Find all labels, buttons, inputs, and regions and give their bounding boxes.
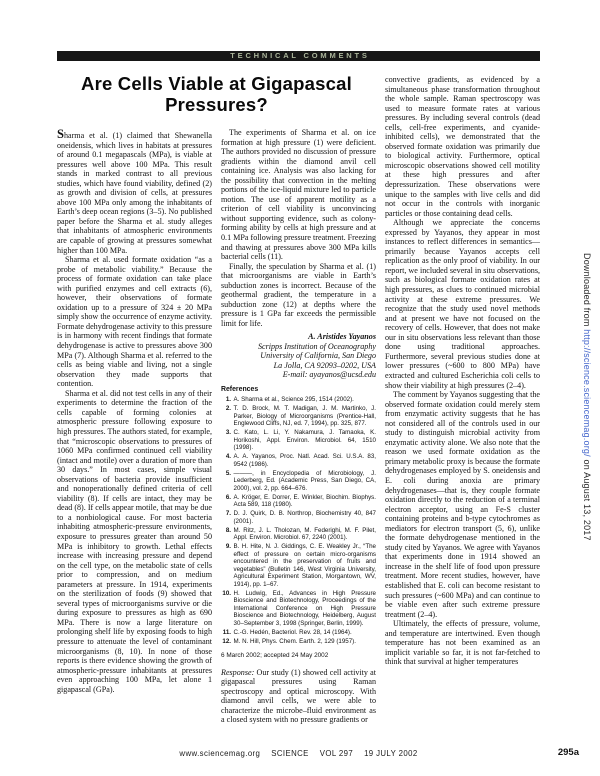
reference-text: A. Kröger, E. Dorrer, E. Winkler, Biochim. Biophys. Acta 589, 118 (1980).: [233, 493, 376, 509]
response-paragraph-5: Ultimately, the effects of pressure, volume, and temperature are intertwined. Even though temperature has not been examined as an implicit variable so far, it is not far-fetched to think that survival at higher temperatures: [385, 619, 540, 667]
comment-paragraph-1: [57, 128, 212, 255]
title-line-2: Pressures?: [165, 94, 268, 115]
reference-item: [221, 405, 376, 428]
reference-number: 9.: [225, 543, 231, 551]
body-columns: [57, 128, 376, 742]
reference-item: [221, 638, 376, 646]
reference-number: 4.: [225, 453, 231, 461]
comment-paragraph-4: The experiments of Sharma et al. on ice formation at high pressure (1) were deficient. The authors provided no discussion of pressure gradients within the diamond anvil cell containing ice. Analysis was also lacking for the possibility that convection in the melting portions of the ice-liquid mixture led to particle motion. The use of apparent motility as a criterion of cell viability is unconvincing without supporting evidence, such as colony-forming ability by cells at high pressure and at 0.1 MPa following pressure treatment. Freezing and thawing at pressures above 300 MPa kills bacterial cells (11).: [221, 128, 376, 262]
reference-text: C.-G. Hedén, Bacteriol. Rev. 28, 14 (1964).: [233, 628, 352, 636]
page-number: 295a: [557, 747, 579, 758]
comment-paragraph-3: Sharma et al. did not test cells in any of their experiments to determine the fraction of the cells capable of forming colonies at atmospheric pressure following exposure to high pressures. The authors stated, for example, that “microscopic observations to pressures of 1060 MPa confirmed continued cell viability (intact and motile) over a duration of more than 30 days.” In most cases, simple visual observations of bacteria provide insufficient and nonoperationally defined criteria of cell viability (8). If cells are intact, they may be dead (8). If cells appear motile, that may be due to a nonbiological cause. For most bacteria inhabiting atmospheric-pressure environments, exposure to pressures greater than around 50 MPa is inhibitory to growth. Lethal effects increase with increasing pressure and depend on the cell type, on the metabolic state of cells prior to compression, and on medium parameters at pressure. In 1914, experiments on the sterilization of foods (9) showed that several types of microorganisms survive or die during exposure to pressures as high as 690 MPa. There is now a large literature on prolonging shelf life by exposing foods to high pressure to attenuate the level of contaminant microorganisms (8, 10). In none of those reports is there evidence showing the growth of atmospheric-pressure inhabitants at pressures even approaching 100 MPa, let alone 1 gigapascal (GPa).: [57, 388, 212, 694]
reference-number: 10.: [222, 589, 231, 597]
reference-text: T. D. Brock, M. T. Madigan, J. M. Martinko, J. Parker, Biology of Microorganisms (Prentice-Hall, Englewood Cliffs, NJ, ed. 7, 1994), pp. 325, 877.: [233, 405, 376, 428]
author-affiliation-1: Scripps Institution of Oceanography: [257, 341, 376, 351]
author-email: E-mail: ayayanos@ucsd.edu: [282, 370, 376, 380]
reference-text: A. A. Yayanos, Proc. Natl. Acad. Sci. U.S.A. 83, 9542 (1986).: [233, 453, 376, 468]
download-watermark: [582, 253, 592, 541]
author-signature: [221, 332, 376, 379]
response-label: Response:: [221, 667, 255, 677]
left-two-columns: [57, 61, 376, 742]
comment-paragraph-2: Sharma et al. used formate oxidation “as a probe of metabolic viability.” Because the process of formate oxidation can take place with purified enzymes and cell extracts (6), however, their observations of formate oxidation up to a pressure of 324 ± 20 MPa simply show the occurrence of enzyme activity. Formate dehydrogenase activity to this pressure is in harmony with recent findings that formate dehydrogenase is active to pressures above 300 MPa (7). Although Sharma et al. referred to the cells as being viable and living, not a single observation they made supports that contention.: [57, 255, 212, 389]
author-name: A. Aristides Yayanos: [308, 332, 376, 342]
reference-text: M. Ritz, J. L. Tholozan, M. Federighi, M. F. Pilet, Appl. Environ. Microbiol. 67, 2240 (2001).: [233, 526, 376, 542]
reference-item: [221, 453, 376, 468]
column-2: [221, 128, 376, 742]
title-line-1: Are Cells Viable at Gigapascal: [81, 73, 352, 94]
reference-number: 8.: [225, 526, 231, 534]
reference-item: [221, 396, 376, 404]
reference-text: A. Sharma et al., Science 295, 1514 (2002).: [233, 396, 354, 404]
technical-comments-band: [57, 51, 540, 61]
article-title: [57, 61, 376, 128]
author-affiliation-2: University of California, San Diego: [260, 351, 376, 361]
watermark-link[interactable]: http://science.sciencemag.org/: [582, 329, 592, 457]
reference-text: C. Kato, L. Li, Y. Nakamura, J. Tamaoka, K. Horikoshi, Appl. Environ. Microbiol. 64, 1510 (1998).: [233, 429, 376, 452]
footer-date: 19 JULY 2002: [364, 749, 418, 758]
reference-text: D. J. Quirk, D. B. Northrop, Biochemistry 40, 847 (2001).: [233, 510, 376, 525]
reference-item: [221, 543, 376, 588]
reference-number: 2.: [225, 405, 231, 413]
footer-volume: VOL 297: [319, 749, 354, 758]
response-paragraph-2: convective gradients, as evidenced by a simultaneous phase transformation throughout the whole sample. Raman spectroscopy was used to measure formate rates at various pressures. By including several controls (dead cells, cell-free experiments, and cyanide-inhibited cells), we demonstrated that the observed formate oxidation was primarily due to biological activity. Furthermore, optical microscopic observations showed cell motility at these high pressures and after depressurization. These observations were unique to the samples with live cells and did not occur in the controls with inorganic particles or those containing dead cells.: [385, 75, 540, 218]
received-accepted-dates: 6 March 2002; accepted 24 May 2002: [221, 652, 329, 660]
author-affiliation-3: La Jolla, CA 92093–0202, USA: [273, 360, 376, 370]
reference-text: ———, in Encyclopedia of Microbiology, J. Lederberg, Ed. (Academic Press, San Diego, CA, 2000), vol. 2, pp. 664–676.: [233, 469, 376, 492]
reference-number: 11.: [222, 628, 231, 636]
comment-paragraph-5: Finally, the speculation by Sharma et al. (1) that microorganisms are viable in Earth’s subduction zones is incorrect. Because of the geothermal gradient, the temperature in a subduction zone (12) at depths where the pressure is 1 GPa far exceeds the permissible limit for life.: [221, 261, 376, 328]
reference-item: [221, 510, 376, 525]
reference-text: M. N. Hill, Phys. Chem. Earth. 2, 129 (1957).: [233, 637, 356, 645]
footer-journal: SCIENCE: [271, 749, 309, 758]
page-content: [57, 61, 540, 742]
reference-number: 7.: [225, 510, 231, 518]
footer-site: www.sciencemag.org: [179, 749, 261, 758]
reference-item: [221, 470, 376, 493]
page-footer: [57, 749, 540, 758]
section-label: TECHNICAL COMMENTS: [230, 51, 370, 61]
column-3: [385, 61, 540, 742]
reference-item: [221, 527, 376, 542]
reference-text: H. Ludwig, Ed., Advances in High Pressure Bioscience and Biotechnology, Proceedings of the International Conference on High Pressure Bioscience and Biotechnology, Heidelberg, August 30–September 3, 1998 (Springer, Berlin, 1999).: [233, 589, 376, 627]
dropcap: S: [57, 128, 64, 141]
watermark-suffix: on August 13, 2017: [582, 456, 592, 541]
reference-number: 3.: [225, 429, 231, 437]
reference-item: [221, 590, 376, 628]
column-1: [57, 128, 212, 742]
reference-item: [221, 494, 376, 509]
response-paragraph-1-text: Our study (1) showed cell activity at gigapascal pressures using Raman spectroscopy and optical microscopy. With diamond anvil cells, we were able to characterize the microbe–fluid environment as a closed system with no pressure gradients or: [221, 667, 376, 725]
response-paragraph-1: [221, 668, 376, 725]
references-heading: References: [221, 385, 259, 393]
reference-item: [221, 629, 376, 637]
reference-number: 1.: [225, 396, 231, 404]
reference-number: 5.: [225, 469, 231, 477]
response-paragraph-3: Although we appreciate the concerns expressed by Yayanos, they appear in most instances to reflect differences in semantics—primarily because Yayanos accepts cell replication as the only proof of viability. In our report, we included several in situ observations, such as biological formate oxidation rates at high pressures, as clues to continued microbial activity at these extreme pressures. We recognize that the study used novel methods and at present we have not focused on the recovery of cells. However, that does not make our in situ observations less relevant than those done using traditional approaches. Furthermore, several previous studies done at lower pressures (~600 to 800 MPa) have extracted and cultured Escherichia coli cells to show their viability at high pressures (2–4).: [385, 218, 540, 390]
comment-paragraph-1-text: harma et al. (1) claimed that Shewanella oneidensis, which lives in habitats at pressures of around 0.1 megapascals (MPa), is viable at pressures well above 100 MPa. This result stands in marked contrast to all previous studies, which have found viability, defined (2) as growth and division of cells, at pressures above 100 MPa only among the inhabitants of Earth’s deep ocean regions (3–5). No published paper before the Sharma et al. study alleges that inhabitants of atmospheric environments are capable of growing at pressures somewhat higher than 100 MPa.: [57, 131, 212, 255]
response-paragraph-4: The comment by Yayanos suggesting that the observed formate oxidation could merely stem from enzymatic activity suggests that he has not considered all of the controls used in our study to distinguish microbial activity from enzymatic activity alone. We also note that the reason we used formate oxidation as the primary metabolic proxy is because the formate dehydrogenases employed by S. oneidensis and E. coli during anoxia are primary dehydrogenases—that is, they couple formate oxidation directly to the reduction of a terminal electron acceptor, using an Fe-S cluster containing proteins and b-type cytochromes as mediators for electron transport (5, 6), unlike the formate dehydrogenase mentioned in the study cited by Yayanos. We agree with Yayanos that experiments done in 1914 showed an increase in the shelf life of food upon pressure treatment. More recent studies, however, have established that E. coli can become resistant to such pressures (~600 MPa) and can continue to be viable even after such extreme pressure treatment (2–4).: [385, 390, 540, 619]
reference-item: [221, 429, 376, 452]
reference-number: 6.: [225, 493, 231, 501]
watermark-prefix: Downloaded from: [582, 253, 592, 330]
reference-number: 12.: [222, 637, 231, 645]
reference-text: B. H. Hite, N. J. Giddings, C. E. Weakley Jr., “The effect of pressure on certain micro-organisms encountered in the preservation of fruits and vegetables” (Bulletin 146, West Virginia University, Agricultural Experiment Station, Morgantown, WV, 1914), pp. 1–67.: [233, 543, 376, 588]
